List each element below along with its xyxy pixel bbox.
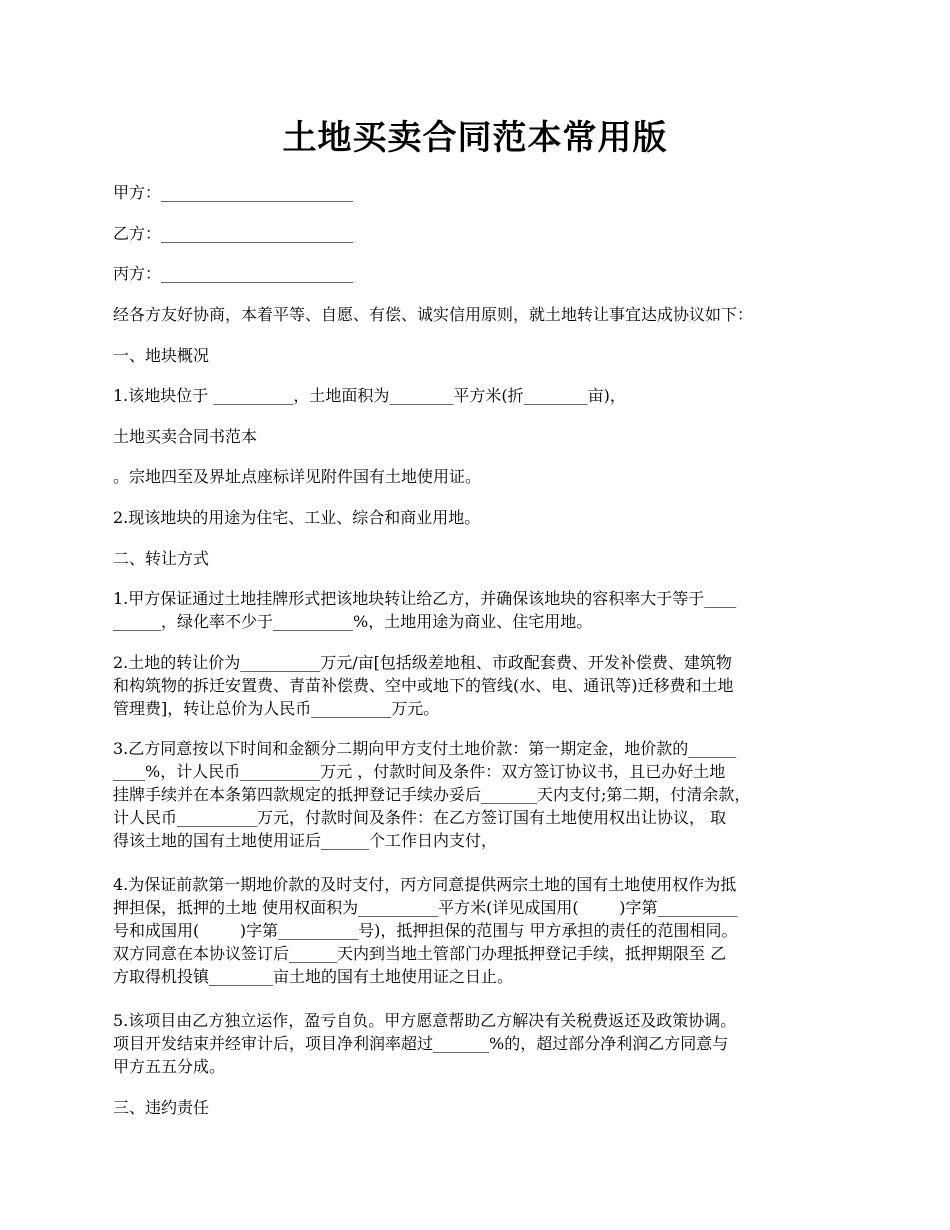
- clause-2-2: 2.土地的转让价为__________万元/亩[包括级差地租、市政配套费、开发补偿费、建筑物 和构筑物的拆迁安置费、青苗补偿费、空中或地下的管线(水、电、通讯等)迁移费和土地 管理费]，转让总价为人民币__________万元。: [113, 653, 734, 718]
- party-c-line: 丙方：________________________: [113, 264, 354, 283]
- clause-2-5: 5.该项目由乙方独立运作，盈亏自负。甲方愿意帮助乙方解决有关税费返还及政策协调。 项目开发结束并经审计后，项目净利润率超过_______%的，超过部分净利润乙方同意与 甲方五五分成。: [113, 1011, 737, 1076]
- party-a-line: 甲方：________________________: [113, 183, 354, 202]
- clause-1-2: 2.现该地块的用途为住宅、工业、综合和商业用地。: [113, 508, 481, 527]
- clause-2-4: 4.为保证前款第一期地价款的及时支付，丙方同意提供两宗土地的国有土地使用权作为抵 押担保，抵押的土地 使用权面积为__________平方米(详见成国用( )字第__________ 号和成国用( )字第__________号)，抵押担保的范围与 甲方承担的责任的范围相同。 双方同意在本协议签订后______天内到当地土管部门办理抵押登记手续，抵押期限至 乙 方取得机投镇________亩土地的国有土地使用证之日止。: [113, 875, 738, 986]
- party-b-line: 乙方：________________________: [113, 224, 354, 243]
- clause-1-1-continued: 。宗地四至及界址点座标详见附件国有土地使用证。: [113, 467, 482, 486]
- document-title: 土地买卖合同范本常用版: [282, 118, 668, 158]
- clause-2-3: 3.乙方同意按以下时间和金额分二期向甲方支付土地价款：第一期定金，地价款的______ ____%，计人民币__________万元 ，付款时间及条件：双方签订协议书，且已办好土地 挂牌手续并在本条第四款规定的抵押登记手续办妥后_______天内支付;第二期，付清余款， 计人民币__________万元，付款时间及条件：在乙方签订国有土地使用权出让协议， 取 得该土地的国有土地使用证后______个工作日内支付，: [113, 739, 751, 850]
- section-heading-1: 一、地块概况: [113, 346, 210, 365]
- inline-subtitle: 土地买卖合同书范本: [113, 427, 258, 446]
- section-heading-3: 三、违约责任: [113, 1098, 210, 1117]
- preamble-paragraph: 经各方友好协商，本着平等、自愿、有偿、诚实信用原则，就土地转让事宜达成协议如下：: [113, 305, 754, 324]
- clause-1-1: 1.该地块位于 __________，土地面积为________平方米(折________亩)，: [113, 386, 626, 405]
- clause-2-1: 1.甲方保证通过土地挂牌形式把该地块转让给乙方，并确保该地块的容积率大于等于____ ______，绿化率不少于__________%，土地用途为商业、住宅用地。: [113, 589, 737, 631]
- section-heading-2: 二、转让方式: [113, 549, 210, 568]
